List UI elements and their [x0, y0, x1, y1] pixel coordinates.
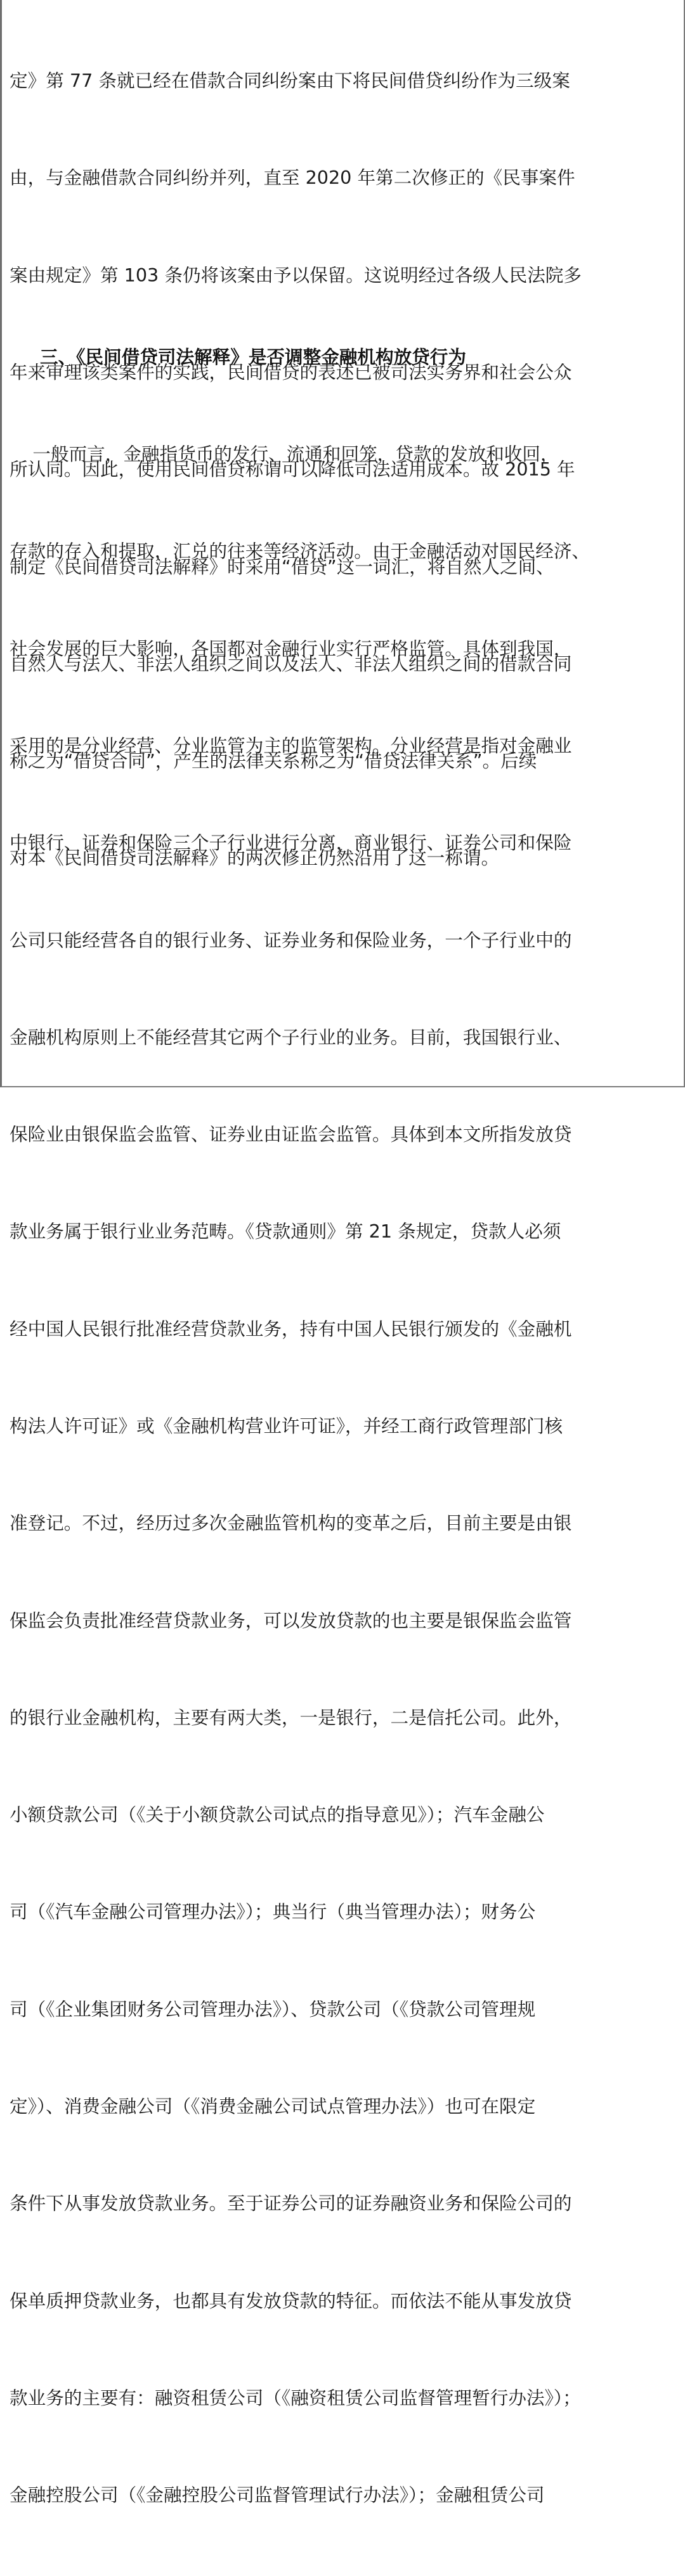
text-line: 公司只能经营各自的银行业务、证券业务和保险业务，一个子行业中的	[10, 929, 572, 951]
text-line: 保单质押贷款业务，也都具有发放贷款的特征。而依法不能从事发放贷	[10, 2289, 572, 2312]
text-line: 一般而言，金融指货币的发行、流通和回笼，贷款的发放和收回，	[10, 443, 559, 465]
text-line: 定》第 77 条就已经在借款合同纠纷案由下将民间借贷纠纷作为三级案	[10, 70, 570, 92]
text-line: 年来审理该类案件的实践，民间借贷的表述已被司法实务界和社会公众	[10, 361, 572, 384]
text-line: 中银行、证券和保险三个子行业进行分离，商业银行、证券公司和保险	[10, 832, 572, 854]
text-line: 定》）、消费金融公司（《消费金融公司试点管理办法》）也可在限定	[10, 2095, 536, 2117]
text-line: 构法人许可证》或《金融机构营业许可证》，并经工商行政管理部门核	[10, 1415, 563, 1437]
text-line: 条件下从事发放贷款业务。至于证券公司的证券融资业务和保险公司的	[10, 2192, 572, 2215]
text-line: 金融控股公司（《金融控股公司监督管理试行办法》）；金融租赁公司	[10, 2484, 545, 2506]
section-heading: 三、《民间借贷司法解释》是否调整金融机构放贷行为	[40, 346, 466, 368]
text-line: 经中国人民银行批准经营贷款业务，持有中国人民银行颁发的《金融机	[10, 1317, 572, 1340]
text-line: 保险业由银保监会监管、证券业由证监会监管。具体到本文所指发放贷	[10, 1123, 572, 1146]
text-line: 案由规定》第 103 条仍将该案由予以保留。这说明经过各级人民法院多	[10, 264, 582, 286]
text-line: 所认同。因此，使用民间借贷称谓可以降低司法适用成本。故 2015 年	[10, 458, 575, 481]
text-line: 准登记。不过，经历过多次金融监管机构的变革之后，目前主要是由银	[10, 1512, 572, 1534]
text-line: 司（《企业集团财务公司管理办法》）、贷款公司（《贷款公司管理规	[10, 1998, 536, 2020]
text-line: 小额贷款公司（《关于小额贷款公司试点的指导意见》）；汽车金融公	[10, 1804, 545, 1826]
text-line: 款业务的主要有：融资租赁公司（《融资租赁公司监督管理暂行办法》）；	[10, 2386, 581, 2409]
text-line: 称之为“借贷合同”，产生的法律关系称之为“借贷法律关系”。后续	[10, 750, 537, 772]
text-line: 采用的是分业经营、分业监管为主的监管架构。分业经营是指对金融业	[10, 735, 572, 757]
text-line: 自然人与法人、非法人组织之间以及法人、非法人组织之间的借款合同	[10, 652, 572, 675]
text-line: 对本《民间借贷司法解释》的两次修正仍然沿用了这一称谓。	[10, 847, 500, 869]
text-line: 保监会负责批准经营贷款业务，可以发放贷款的也主要是银保监会监管	[10, 1609, 572, 1631]
text-line: 的银行业金融机构，主要有两大类，一是银行，二是信托公司。此外，	[10, 1706, 572, 1728]
text-line: 由，与金融借款合同纠纷并列，直至 2020 年第二次修正的《民事案件	[10, 167, 575, 189]
paragraph-financial-regulation	[10, 373, 590, 2576]
text-line: 款业务属于银行业业务范畴。《贷款通则》第 21 条规定，贷款人必须	[10, 1220, 561, 1243]
text-line: 存款的存入和提取，汇兑的往来等经济活动。由于金融活动对国民经济、	[10, 540, 590, 562]
text-line: 金融机构原则上不能经营其它两个子行业的业务。目前，我国银行业、	[10, 1026, 572, 1048]
text-line: 司（《汽车金融公司管理办法》）；典当行（典当管理办法）；财务公	[10, 1901, 536, 1923]
text-line: 社会发展的巨大影响，各国都对金融行业实行严格监管。具体到我国，	[10, 637, 572, 659]
text-line: 制定《民间借贷司法解释》时采用“借贷”这一词汇，将自然人之间、	[10, 555, 554, 578]
